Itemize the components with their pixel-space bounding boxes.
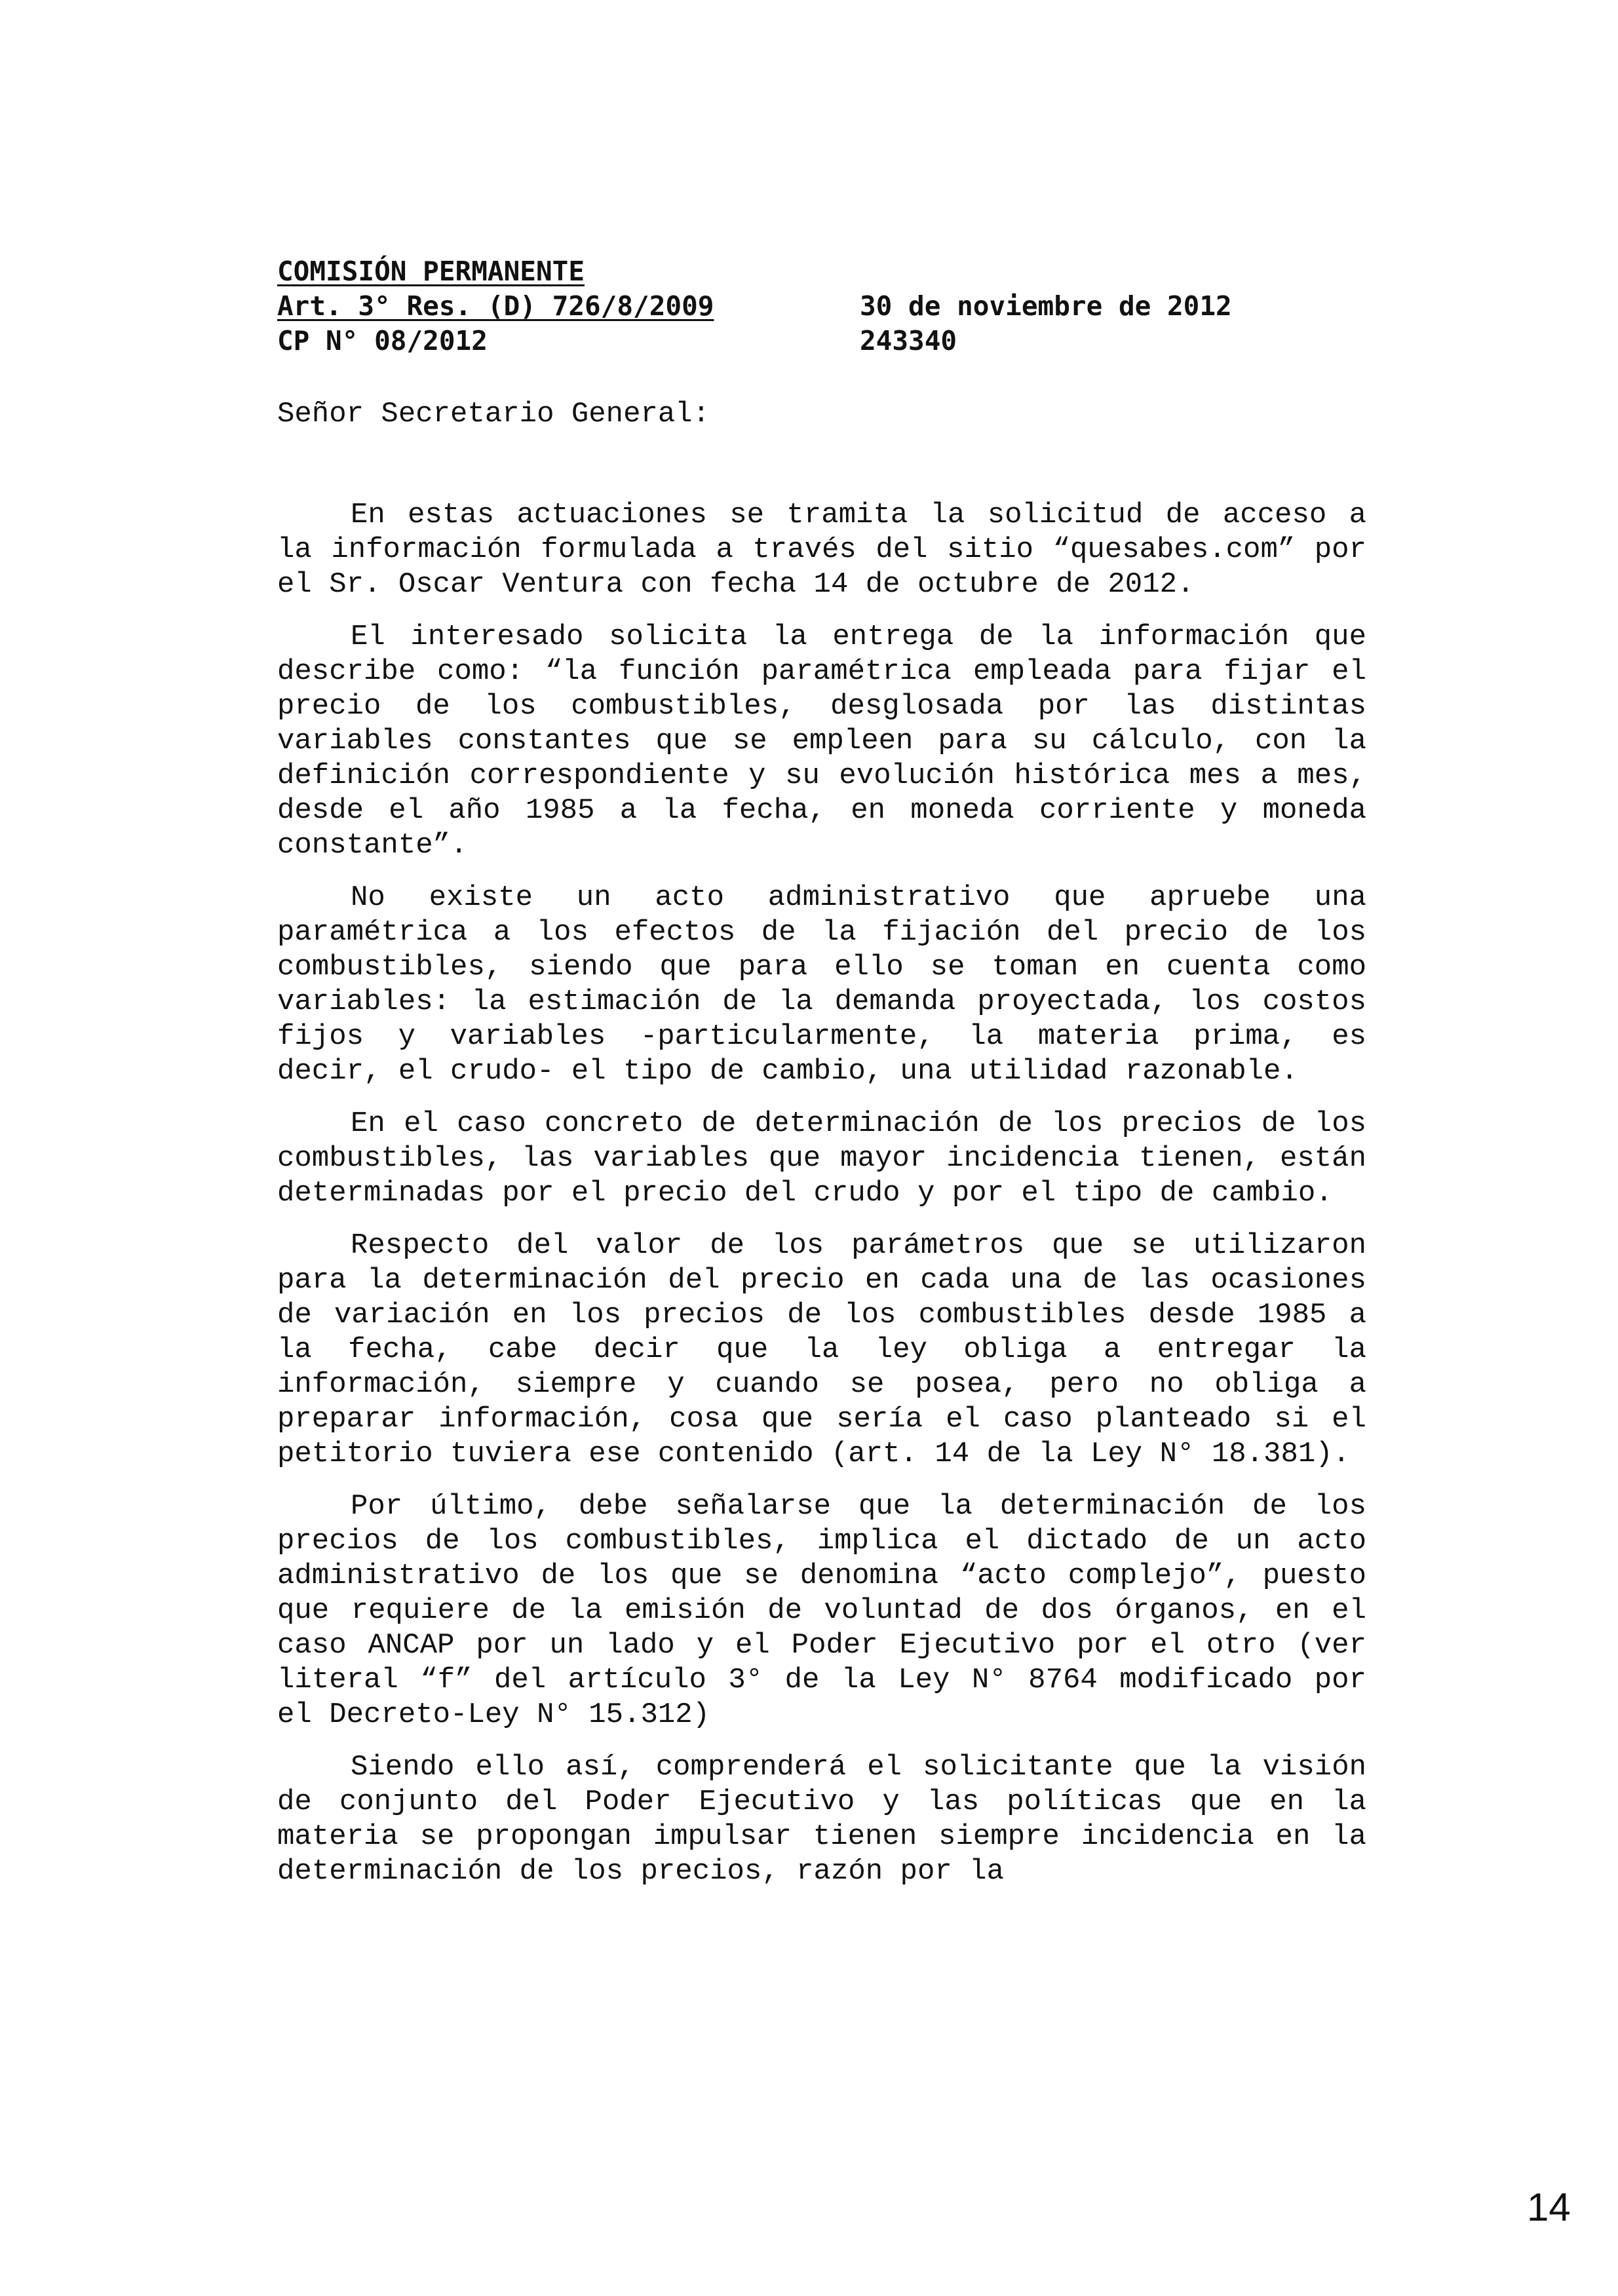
paragraph-6: Por último, debe señalarse que la determinación de los precios de los combustibles, implica el dictado de un acto administrativo de los que se denomina “acto complejo”, puesto que requiere de la emisión de voluntad de dos órganos, en el caso ANCAP por un lado y el Poder Ejecutivo por el otro (ver literal “f” del artículo 3° de la Ley N° 8764 modificado por el Decreto-Ley N° 15.312) [277, 1490, 1366, 1731]
paragraph-2: El interesado solicita la entrega de la información que describe como: “la función paramétrica empleada para fijar el precio de los combustibles, desglosada por las distintas variables constantes que se empleen para su cálculo, con la definición correspondiente y su evolución histórica mes a mes, desde el año 1985 a la fecha, en moneda corriente y moneda constante”. [277, 621, 1366, 862]
document-header-right [860, 289, 1232, 358]
paragraph-5: Respecto del valor de los parámetros que se utilizaron para la determinación del precio en cada una de las ocasiones de variación en los precios de los combustibles desde 1985 a la fecha, cabe decir que la ley obliga a entregar la información, siempre y cuando se posea, pero no obliga a preparar información, cosa que sería el caso planteado si el petitorio tuviera ese contenido (art. 14 de la Ley N° 18.381). [277, 1229, 1366, 1470]
document-body [277, 498, 1366, 1907]
paragraph-3: No existe un acto administrativo que apruebe una paramétrica a los efectos de la fijación del precio de los combustibles, siendo que para ello se toman en cuenta como variables: la estimación de la demanda proyectada, los costos fijos y variables -particularmente, la materia prima, es decir, el crudo- el tipo de cambio, una utilidad razonable. [277, 881, 1366, 1088]
case-number: CP N° 08/2012 [277, 325, 488, 356]
document-date: 30 de noviembre de 2012 [860, 290, 1232, 322]
document-number: 243340 [860, 325, 957, 356]
legal-reference: Art. 3° Res. (D) 726/8/2009 [277, 290, 714, 322]
salutation: Señor Secretario General: [277, 398, 710, 430]
paragraph-1: En estas actuaciones se tramita la solicitud de acceso a la información formulada a través del sitio “quesabes.com” por el Sr. Oscar Ventura con fecha 14 de octubre de 2012. [277, 499, 1366, 601]
page-number: 14 [1527, 2185, 1571, 2229]
paragraph-7: Siendo ello así, comprenderá el solicitante que la visión de conjunto del Poder Ejecutivo y las políticas que en la materia se propongan impulsar tienen siempre incidencia en la determinación de los precios, razón por la [277, 1751, 1366, 1888]
issuing-body: COMISIÓN PERMANENTE [277, 256, 585, 287]
paragraph-4: En el caso concreto de determinación de los precios de los combustibles, las variables que mayor incidencia tienen, están determinadas por el precio del crudo y por el tipo de cambio. [277, 1107, 1366, 1210]
document-header [277, 254, 714, 358]
